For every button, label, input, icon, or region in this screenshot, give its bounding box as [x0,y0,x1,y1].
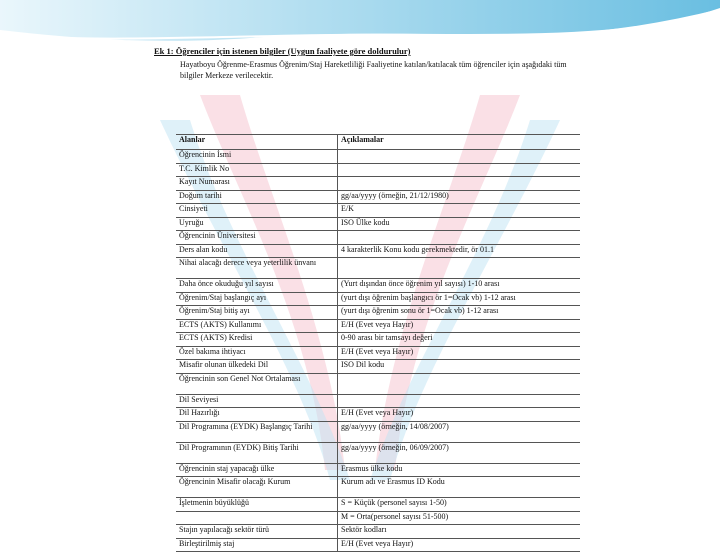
table-row [176,511,580,525]
table-row [176,525,580,539]
table-row [176,360,580,374]
table-row [176,408,580,422]
table-row [176,333,580,347]
table-row [176,190,580,204]
field-description-cell: S = Küçük (personel sayısı 1-50) [338,498,581,512]
field-name-cell [176,511,338,525]
field-description-cell: E/H (Evet veya Hayır) [338,538,581,552]
field-name-cell: İşletmenin büyüklüğü [176,498,338,512]
table-body [176,150,580,552]
header-descriptions: Açıklamalar [338,135,581,150]
document-page [148,44,588,548]
field-description-cell: (yurt dışı öğrenim sonu ör 1=Ocak vb) 1-12 arası [338,306,581,320]
field-name-cell: Öğrenim/Staj bitiş ayı [176,306,338,320]
field-description-cell [338,231,581,245]
table-row [176,442,580,463]
field-name-cell: Nihai alacağı derece veya yeterlilik ünvanı [176,258,338,279]
field-description-cell: (Yurt dışından önce öğrenim yıl sayısı) 1-10 arası [338,279,581,293]
field-name-cell: Ders alan kodu [176,244,338,258]
field-description-cell [338,394,581,408]
table-row [176,498,580,512]
table-row [176,421,580,442]
fields-table [176,134,580,552]
table-row [176,177,580,191]
field-description-cell: Kurum adı ve Erasmus ID Kodu [338,477,581,498]
field-name-cell: Dil Programına (EYDK) Başlangıç Tarihi [176,421,338,442]
table-row [176,477,580,498]
table-row [176,306,580,320]
field-name-cell: Birleştirilmiş staj [176,538,338,552]
table-row [176,279,580,293]
field-description-cell: E/H (Evet veya Hayır) [338,346,581,360]
table-row [176,394,580,408]
table-row [176,217,580,231]
field-description-cell: ISO Dil kodu [338,360,581,374]
field-description-cell: Sektör kodları [338,525,581,539]
table-row [176,231,580,245]
field-description-cell: gg/aa/yyyy (örneğin, 21/12/1980) [338,190,581,204]
field-name-cell: Özel bakıma ihtiyacı [176,346,338,360]
field-description-cell: 4 karakterlik Konu kodu gerekmektedir, ör 01.1 [338,244,581,258]
field-description-cell [338,163,581,177]
field-name-cell: Stajın yapılacağı sektör türü [176,525,338,539]
field-name-cell: T.C. Kimlik No [176,163,338,177]
field-name-cell: Kayıt Numarası [176,177,338,191]
field-description-cell: E/H (Evet veya Hayır) [338,319,581,333]
field-description-cell: gg/aa/yyyy (örneğin, 06/09/2007) [338,442,581,463]
field-name-cell: Misafir olunan ülkedeki Dil [176,360,338,374]
table-header-row [176,135,580,150]
field-name-cell: Cinsiyeti [176,204,338,218]
field-description-cell: E/K [338,204,581,218]
field-name-cell: Öğrencinin staj yapacağı ülke [176,463,338,477]
table-row [176,463,580,477]
field-description-cell [338,177,581,191]
field-description-cell: Erasmus ülke kodu [338,463,581,477]
field-description-cell: 0-90 arası bir tamsayı değeri [338,333,581,347]
table-row [176,244,580,258]
field-name-cell: Daha önce okuduğu yıl sayısı [176,279,338,293]
field-name-cell: Öğrencinin İsmi [176,150,338,164]
field-name-cell: Doğum tarihi [176,190,338,204]
header-fields: Alanlar [176,135,338,150]
field-name-cell: Dil Seviyesi [176,394,338,408]
table-row [176,258,580,279]
field-description-cell [338,258,581,279]
table-row [176,204,580,218]
field-name-cell: Öğrencinin Misafir olacağı Kurum [176,477,338,498]
table-row [176,150,580,164]
field-description-cell [338,373,581,394]
field-name-cell: Öğrencinin Üniversitesi [176,231,338,245]
table-row [176,346,580,360]
field-description-cell: (yurt dışı öğrenim başlangıcı ör 1=Ocak vb) 1-12 arası [338,292,581,306]
field-name-cell: ECTS (AKTS) Kullanımı [176,319,338,333]
field-name-cell: Dil Hazırlığı [176,408,338,422]
table-row [176,373,580,394]
field-description-cell: M = Orta(personel sayısı 51-500) [338,511,581,525]
field-description-cell [338,150,581,164]
table-row [176,163,580,177]
field-name-cell: Öğrencinin son Genel Not Ortalaması [176,373,338,394]
table-row [176,292,580,306]
field-name-cell: ECTS (AKTS) Kredisi [176,333,338,347]
table-row [176,319,580,333]
document-title: Ek 1: Öğrenciler için istenen bilgiler (Uygun faaliyete göre doldurulur) [154,46,411,56]
field-name-cell: Öğrenim/Staj başlangıç ayı [176,292,338,306]
intro-paragraph: Hayatboyu Öğrenme-Erasmus Öğrenim/Staj Hareketliliği Faaliyetine katılan/katılacak tüm öğrenciler için aşağıdaki tüm bilgiler Merkeze verilecektir. [180,60,567,80]
field-description-cell: ISO Ülke kodu [338,217,581,231]
field-description-cell: gg/aa/yyyy (örneğin, 14/08/2007) [338,421,581,442]
table-row [176,538,580,552]
field-name-cell: Dil Programının (EYDK) Bitiş Tarihi [176,442,338,463]
field-description-cell: E/H (Evet veya Hayır) [338,408,581,422]
field-name-cell: Uyruğu [176,217,338,231]
